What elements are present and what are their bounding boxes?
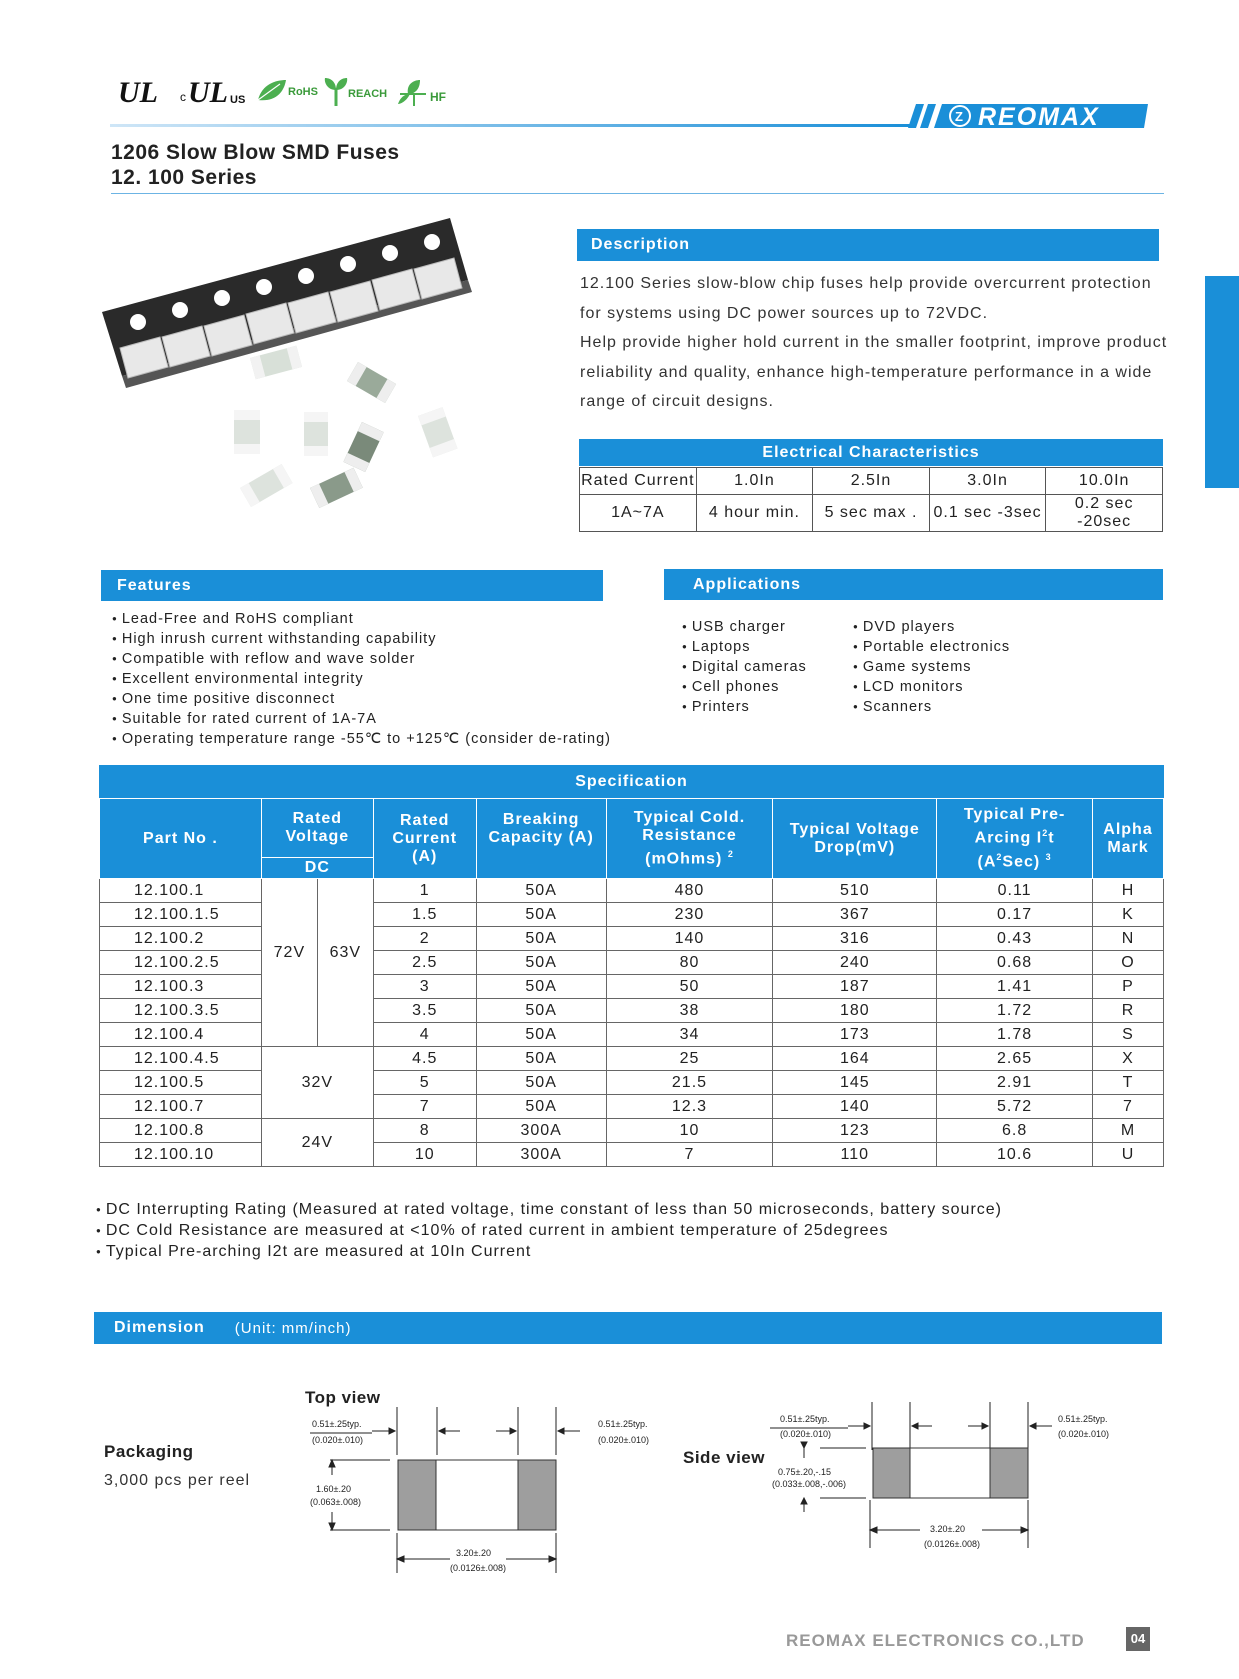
- spec-header-i2t-sup: 3: [1045, 851, 1052, 862]
- spec-current: 4.5: [373, 1047, 476, 1071]
- spec-row: [100, 1143, 1164, 1167]
- spec-drop: 316: [773, 927, 937, 951]
- feature-item: ● Suitable for rated current of 1A-7A: [112, 709, 611, 729]
- spec-resistance: 50: [606, 975, 773, 999]
- tv-left-term-in: (0.020±.010): [312, 1435, 363, 1445]
- spec-drop: 123: [773, 1119, 937, 1143]
- note-item: ● Typical Pre-arching I2t are measured at 10In Current: [96, 1241, 1002, 1262]
- spec-header-resistance-unit: (mOhms): [645, 850, 723, 868]
- spec-drop: 187: [773, 975, 937, 999]
- spec-breaking: 50A: [476, 1095, 606, 1119]
- spec-part: 12.100.2.5: [100, 951, 262, 975]
- spec-header-voltage-2: Voltage: [285, 828, 350, 845]
- side-view-drawing: [770, 1400, 1110, 1560]
- spec-row: [100, 1047, 1164, 1071]
- spec-header-dc: DC: [261, 858, 373, 879]
- electrical-cell: 4 hour min.: [696, 495, 813, 532]
- spec-i2t: 5.72: [937, 1095, 1093, 1119]
- spec-header-resistance-3: [607, 845, 773, 868]
- feature-item: ● Excellent environmental integrity: [112, 669, 611, 689]
- side-tab: [1205, 276, 1239, 488]
- footer-page-number: 04: [1126, 1627, 1150, 1651]
- application-item: ● DVD players: [853, 617, 1010, 637]
- spec-breaking: 50A: [476, 975, 606, 999]
- ul-logo: UL: [118, 76, 158, 109]
- spec-header-resistance-sup: 2: [727, 848, 734, 859]
- spec-header-i2t-2: [937, 824, 1092, 847]
- spec-resistance: 140: [606, 927, 773, 951]
- product-photo: [100, 210, 480, 520]
- applications-list-2: [853, 617, 1010, 717]
- spec-part: 12.100.4: [100, 1023, 262, 1047]
- description-heading-bar: [577, 229, 1159, 261]
- spec-current: 8: [373, 1119, 476, 1143]
- spec-resistance: 34: [606, 1023, 773, 1047]
- spec-breaking: 50A: [476, 1071, 606, 1095]
- rohs-label: RoHS: [288, 86, 318, 98]
- tv-length-in: (0.0126±.008): [450, 1563, 506, 1573]
- spec-resistance: 230: [606, 903, 773, 927]
- spec-current: 2: [373, 927, 476, 951]
- features-list: [112, 609, 611, 749]
- header-rule: [110, 124, 910, 127]
- spec-current: 10: [373, 1143, 476, 1167]
- spec-mark: S: [1092, 1023, 1163, 1047]
- applications-heading: Applications: [693, 575, 802, 593]
- electrical-cell: 1A~7A: [580, 495, 697, 532]
- spec-current: 3.5: [373, 999, 476, 1023]
- spec-header-mark-2: Mark: [1107, 838, 1149, 856]
- spec-voltage-group: 32V: [261, 1047, 373, 1119]
- spec-header-i2t-2b: 2: [1042, 828, 1049, 839]
- spec-resistance: 7: [606, 1143, 773, 1167]
- description-line: 12.100 Series slow-blow chip fuses help provide overcurrent protection: [580, 275, 1152, 292]
- spec-resistance: 480: [606, 879, 773, 903]
- spec-current: 1: [373, 879, 476, 903]
- application-item: ● Digital cameras: [682, 657, 807, 677]
- hf-leaf-icon: [396, 78, 430, 108]
- feature-item: ● High inrush current withstanding capability: [112, 629, 611, 649]
- spec-header-current-1: Rated: [400, 811, 450, 829]
- spec-mark: T: [1092, 1071, 1163, 1095]
- spec-header-resistance-1: Typical Cold.: [633, 808, 746, 826]
- cul-logo: UL: [188, 76, 228, 109]
- spec-header-resistance: [606, 799, 773, 879]
- spec-breaking: 50A: [476, 1047, 606, 1071]
- electrical-heading-bar: [579, 439, 1163, 466]
- spec-header-drop-2: Drop(mV): [814, 838, 896, 856]
- leaf-icon: [256, 78, 288, 104]
- spec-header-breaking: [476, 799, 606, 879]
- spec-part: 12.100.3.5: [100, 999, 262, 1023]
- spec-header-drop-1: Typical Voltage: [789, 820, 920, 838]
- tv-width-in: (0.063±.008): [310, 1497, 361, 1507]
- tv-left-term: 0.51±.25typ.: [312, 1419, 362, 1429]
- sv-length: 3.20±.20: [930, 1524, 965, 1534]
- spec-part: 12.100.1.5: [100, 903, 262, 927]
- title-line-1: 1206 Slow Blow SMD Fuses: [111, 141, 400, 164]
- dimension-heading: Dimension: [114, 1319, 205, 1336]
- spec-drop: 140: [773, 1095, 937, 1119]
- application-item: ● Scanners: [853, 697, 1010, 717]
- title-line-2: 12. 100 Series: [111, 166, 257, 189]
- spec-breaking: 50A: [476, 879, 606, 903]
- packaging-value: 3,000 pcs per reel: [104, 1472, 251, 1489]
- spec-drop: 367: [773, 903, 937, 927]
- spec-i2t: 0.68: [937, 951, 1093, 975]
- description-line: Help provide higher hold current in the smaller footprint, improve product: [580, 334, 1168, 351]
- sprout-icon: [323, 76, 349, 108]
- application-item: ● Portable electronics: [853, 637, 1010, 657]
- tv-length: 3.20±.20: [456, 1548, 491, 1558]
- feature-item: ● Compatible with reflow and wave solder: [112, 649, 611, 669]
- spec-drop: 145: [773, 1071, 937, 1095]
- applications-list-1: [682, 617, 807, 717]
- sv-right-term: 0.51±.25typ.: [1058, 1414, 1108, 1424]
- spec-row: [100, 879, 1164, 903]
- electrical-cell: 10.0In: [1046, 468, 1163, 495]
- specification-heading-bar: [99, 765, 1164, 798]
- reach-label: REACH: [348, 88, 388, 100]
- spec-row: [100, 1071, 1164, 1095]
- spec-current: 5: [373, 1071, 476, 1095]
- spec-part: 12.100.10: [100, 1143, 262, 1167]
- spec-header-i2t-3c: Sec): [1002, 852, 1041, 870]
- spec-drop: 164: [773, 1047, 937, 1071]
- tv-right-term-in: (0.020±.010): [598, 1435, 649, 1445]
- note-item: ● DC Interrupting Rating (Measured at rated voltage, time constant of less than 50 microseconds, battery source): [96, 1199, 1002, 1220]
- spec-row: [100, 975, 1164, 999]
- description-line: reliability and quality, enhance high-temperature performance in a wide: [580, 363, 1153, 381]
- spec-row: [100, 903, 1164, 927]
- spec-header-voltage: [261, 799, 373, 858]
- cul-logo-us: US: [230, 94, 246, 106]
- electrical-cell: Rated Current: [580, 468, 697, 495]
- application-item: ● Cell phones: [682, 677, 807, 697]
- cul-logo-c: c: [180, 90, 186, 104]
- spec-i2t: 1.72: [937, 999, 1093, 1023]
- spec-drop: 240: [773, 951, 937, 975]
- spec-row: [100, 1023, 1164, 1047]
- sv-thick-in: (0.033±.008,-.006): [772, 1479, 846, 1489]
- spec-mark: U: [1092, 1143, 1163, 1167]
- spec-drop: 110: [773, 1143, 937, 1167]
- spec-header-part: Part No .: [100, 799, 262, 879]
- spec-part: 12.100.8: [100, 1119, 262, 1143]
- spec-current: 2.5: [373, 951, 476, 975]
- spec-i2t: 0.11: [937, 879, 1093, 903]
- spec-drop: 173: [773, 1023, 937, 1047]
- spec-header-i2t-2c: t: [1048, 829, 1055, 847]
- spec-header-voltage-1: Rated: [292, 810, 343, 827]
- spec-row: [100, 1119, 1164, 1143]
- spec-current: 4: [373, 1023, 476, 1047]
- spec-row: [100, 951, 1164, 975]
- spec-breaking: 50A: [476, 951, 606, 975]
- specification-heading: Specification: [575, 772, 688, 790]
- electrical-cell: 0.1 sec -3sec: [929, 495, 1046, 532]
- dimension-unit: (Unit: mm/inch): [234, 1319, 352, 1337]
- spec-mark: O: [1092, 951, 1163, 975]
- side-view-label: Side view: [683, 1448, 765, 1467]
- sv-thick: 0.75±.20,-.15: [778, 1467, 831, 1477]
- spec-i2t: 2.65: [937, 1047, 1093, 1071]
- electrical-value-row: [580, 495, 1163, 532]
- spec-mark: R: [1092, 999, 1163, 1023]
- spec-mark: M: [1092, 1119, 1163, 1143]
- description-line: range of circuit designs.: [580, 393, 774, 410]
- spec-header-i2t-3a: (A: [977, 852, 997, 870]
- spec-i2t: 1.78: [937, 1023, 1093, 1047]
- spec-mark: H: [1092, 879, 1163, 903]
- spec-drop: 180: [773, 999, 937, 1023]
- spec-breaking: 300A: [476, 1119, 606, 1143]
- spec-header-row: [100, 799, 1164, 858]
- spec-part: 12.100.7: [100, 1095, 262, 1119]
- description-line: for systems using DC power sources up to 72VDC.: [580, 304, 989, 322]
- spec-mark: N: [1092, 927, 1163, 951]
- application-item: ● Laptops: [682, 637, 807, 657]
- spec-resistance: 21.5: [606, 1071, 773, 1095]
- spec-drop: 510: [773, 879, 937, 903]
- features-heading-bar: [101, 570, 603, 601]
- spec-resistance: 80: [606, 951, 773, 975]
- spec-i2t: 2.91: [937, 1071, 1093, 1095]
- spec-header-i2t-2a: Arcing I: [974, 829, 1043, 847]
- sv-length-in: (0.0126±.008): [924, 1539, 980, 1549]
- applications-heading-bar: [664, 569, 1163, 600]
- spec-breaking: 50A: [476, 1023, 606, 1047]
- spec-voltage-group: 63V: [317, 879, 373, 1047]
- note-item: ● DC Cold Resistance are measured at <10% of rated current in ambient temperature of 25degrees: [96, 1220, 1002, 1241]
- spec-header-i2t-1: Typical Pre-: [963, 806, 1066, 824]
- spec-row: [100, 1095, 1164, 1119]
- loose-chip-fuses: [234, 346, 457, 508]
- spec-header-mark: [1092, 799, 1163, 879]
- electrical-cell: 5 sec max .: [813, 495, 930, 532]
- sv-left-term-in: (0.020±.010): [780, 1429, 831, 1439]
- spec-row: [100, 999, 1164, 1023]
- feature-item: ● Operating temperature range -55℃ to +125℃ (consider de-rating): [112, 729, 611, 749]
- electrical-table: [579, 467, 1163, 532]
- spec-breaking: 50A: [476, 903, 606, 927]
- spec-part: 12.100.2: [100, 927, 262, 951]
- title-rule: [111, 193, 1164, 194]
- description-heading: Description: [591, 236, 691, 253]
- electrical-cell: 3.0In: [929, 468, 1046, 495]
- description-text: [580, 269, 1167, 417]
- svg-text:Z: Z: [955, 109, 963, 124]
- brand-name: REOMAX: [978, 103, 1100, 131]
- spec-mark: X: [1092, 1047, 1163, 1071]
- electrical-header-row: [580, 468, 1163, 495]
- spec-header-drop: [773, 799, 937, 879]
- spec-header-current: [373, 799, 476, 879]
- spec-mark: P: [1092, 975, 1163, 999]
- application-item: ● LCD monitors: [853, 677, 1010, 697]
- spec-current: 1.5: [373, 903, 476, 927]
- spec-header-mark-1: Alpha: [1103, 820, 1153, 838]
- spec-current: 7: [373, 1095, 476, 1119]
- packaging-title: Packaging: [104, 1442, 194, 1461]
- feature-item: ● One time positive disconnect: [112, 689, 611, 709]
- electrical-heading: Electrical Characteristics: [762, 443, 980, 461]
- spec-part: 12.100.1: [100, 879, 262, 903]
- electrical-cell: 2.5In: [813, 468, 930, 495]
- spec-voltage-group: 72V: [261, 879, 317, 1047]
- features-heading: Features: [117, 576, 192, 594]
- spec-header-breaking-1: Breaking: [502, 811, 580, 828]
- spec-part: 12.100.3: [100, 975, 262, 999]
- spec-i2t: 6.8: [937, 1119, 1093, 1143]
- cert-logos: [118, 76, 458, 116]
- electrical-cell: 0.2 sec -20sec: [1046, 495, 1163, 532]
- spec-part: 12.100.5: [100, 1071, 262, 1095]
- spec-current: 3: [373, 975, 476, 999]
- tv-right-term: 0.51±.25typ.: [598, 1419, 648, 1429]
- spec-i2t: 0.43: [937, 927, 1093, 951]
- spec-header-i2t-3: [937, 848, 1092, 871]
- spec-mark: K: [1092, 903, 1163, 927]
- footer-company: REOMAX ELECTRONICS CO.,LTD: [786, 1631, 1085, 1650]
- application-item: ● Printers: [682, 697, 807, 717]
- spec-i2t: 0.17: [937, 903, 1093, 927]
- spec-part: 12.100.4.5: [100, 1047, 262, 1071]
- dimension-heading-bar: [94, 1312, 1162, 1344]
- application-item: ● USB charger: [682, 617, 807, 637]
- spec-header-i2t: [937, 799, 1093, 879]
- spec-resistance: 25: [606, 1047, 773, 1071]
- spec-resistance: 38: [606, 999, 773, 1023]
- spec-i2t: 10.6: [937, 1143, 1093, 1167]
- spec-resistance: 12.3: [606, 1095, 773, 1119]
- spec-resistance: 10: [606, 1119, 773, 1143]
- spec-header-current-2: Current: [392, 829, 458, 847]
- spec-i2t: 1.41: [937, 975, 1093, 999]
- hf-label: HF: [430, 90, 446, 104]
- spec-voltage-group: 24V: [261, 1119, 373, 1167]
- tv-width: 1.60±.20: [316, 1484, 351, 1494]
- electrical-cell: 1.0In: [696, 468, 813, 495]
- page-title: [111, 140, 400, 190]
- specification-table: [99, 798, 1164, 1167]
- application-item: ● Game systems: [853, 657, 1010, 677]
- top-view-label: Top view: [305, 1388, 381, 1407]
- sv-left-term: 0.51±.25typ.: [780, 1414, 830, 1424]
- spec-breaking: 50A: [476, 927, 606, 951]
- top-view-drawing: [300, 1405, 670, 1580]
- spec-header-resistance-2: Resistance: [642, 826, 737, 844]
- feature-item: ● Lead-Free and RoHS compliant: [112, 609, 611, 629]
- spec-body: [100, 879, 1164, 1167]
- sv-right-term-in: (0.020±.010): [1058, 1429, 1109, 1439]
- spec-row: [100, 927, 1164, 951]
- spec-header-i2t-3b: 2: [996, 851, 1003, 862]
- notes-list: [96, 1199, 1002, 1262]
- spec-header-breaking-2: Capacity (A): [488, 829, 594, 846]
- spec-header-current-3: (A): [412, 847, 438, 865]
- spec-breaking: 50A: [476, 999, 606, 1023]
- spec-breaking: 300A: [476, 1143, 606, 1167]
- spec-mark: 7: [1092, 1095, 1163, 1119]
- brand-logo: [908, 102, 1148, 130]
